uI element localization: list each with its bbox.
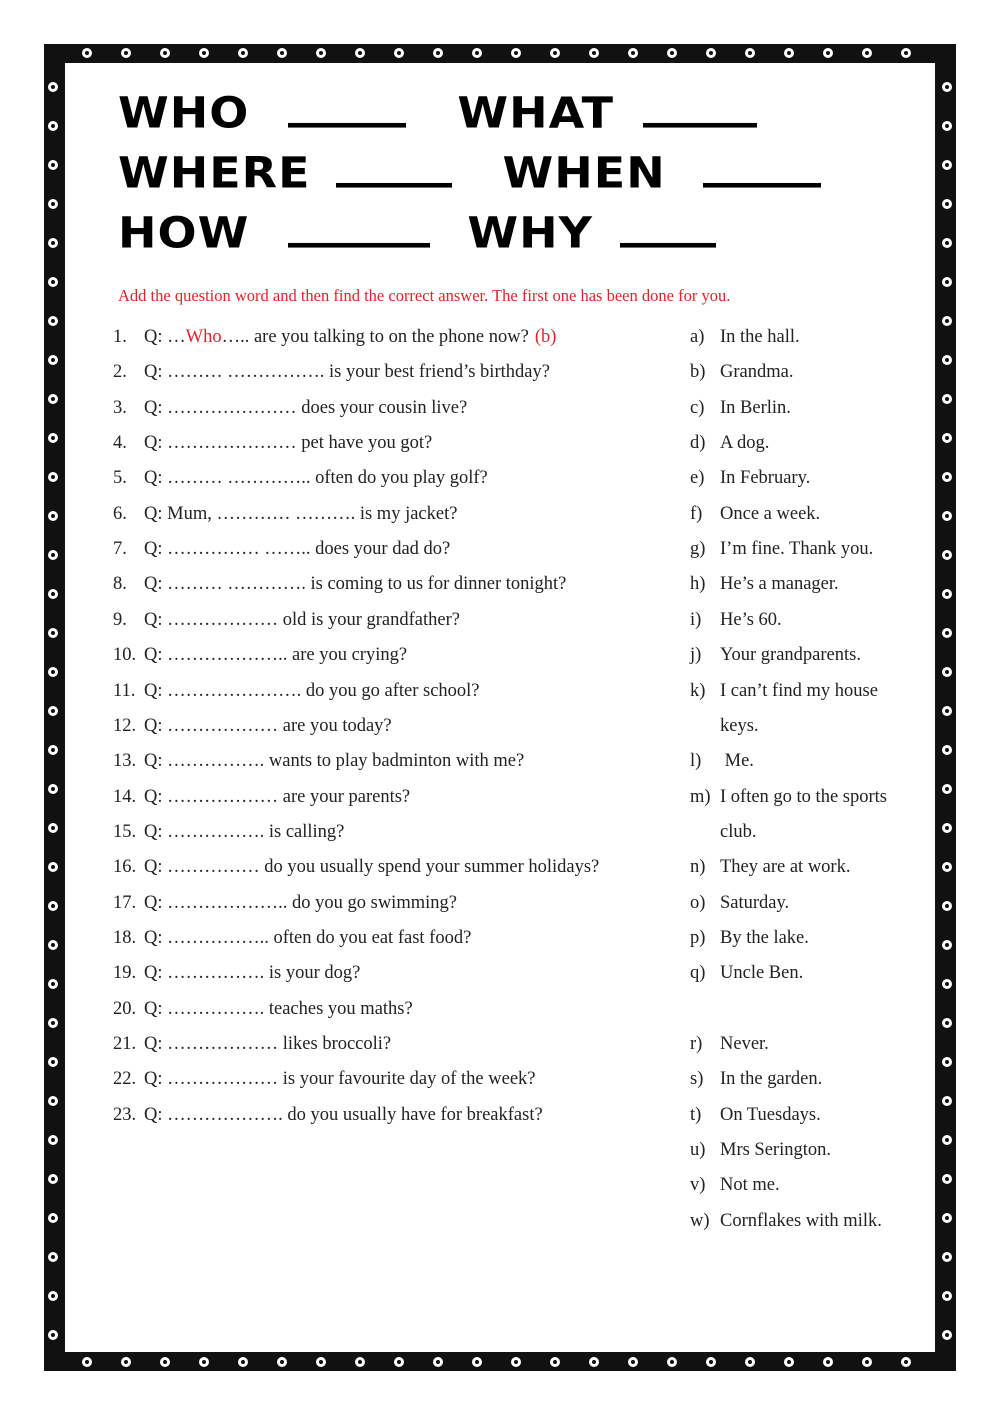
question-item: [113, 787, 410, 808]
answer-item: [690, 963, 803, 984]
question-item: [113, 539, 450, 560]
border-flower-icon: [940, 1016, 954, 1030]
answer-letter: f): [690, 504, 703, 524]
answer-item: [690, 787, 887, 808]
question-text: Q: ………………. do you usually have for breakfast?: [144, 1105, 543, 1125]
question-item: [113, 751, 524, 772]
border-flower-icon: [46, 275, 60, 289]
title-word-how: HOW: [118, 208, 250, 258]
answer-text: Never.: [720, 1034, 769, 1054]
answer-item: [690, 433, 769, 454]
border-flower-icon: [940, 977, 954, 991]
answer-item: [690, 362, 793, 383]
border-flower-icon: [46, 1211, 60, 1225]
border-flower-icon: [236, 1355, 250, 1369]
border-flower-icon: [940, 899, 954, 913]
border-flower-icon: [392, 1355, 406, 1369]
border-flower-icon: [46, 938, 60, 952]
answer-letter: q): [690, 963, 706, 983]
border-flower-icon: [940, 548, 954, 562]
border-flower-icon: [46, 470, 60, 484]
border-flower-icon: [46, 197, 60, 211]
border-flower-icon: [940, 470, 954, 484]
question-number: 5.: [113, 468, 127, 488]
answer-text: Not me.: [720, 1175, 780, 1195]
border-flower-icon: [940, 80, 954, 94]
question-number: 7.: [113, 539, 127, 559]
answer-text: Grandma.: [720, 362, 794, 382]
question-text: Q: ……………. teaches you maths?: [144, 999, 413, 1019]
example-match: (b): [534, 327, 557, 347]
border-flower-icon: [860, 1355, 874, 1369]
border-flower-icon: [782, 1355, 796, 1369]
border-flower-icon: [940, 1250, 954, 1264]
border-flower-icon: [275, 46, 289, 60]
question-item: [113, 398, 467, 419]
answer-item: [690, 1140, 831, 1161]
question-text: Q: ……………. is calling?: [144, 822, 345, 842]
question-item: [113, 857, 599, 878]
border-flower-icon: [548, 1355, 562, 1369]
border-flower-icon: [940, 938, 954, 952]
question-number: 23.: [113, 1105, 137, 1125]
border-flower-icon: [704, 46, 718, 60]
border-flower-icon: [353, 46, 367, 60]
question-text: Q: ……………… are you today?: [144, 716, 392, 736]
question-text: ….. are you talking to on the phone now?: [221, 327, 529, 347]
border-flower-icon: [119, 46, 133, 60]
border-flower-icon: [940, 1172, 954, 1186]
border-flower-icon: [46, 1133, 60, 1147]
answer-text: In the hall.: [720, 327, 800, 347]
question-number: 1.: [113, 327, 127, 347]
border-flower-icon: [704, 1355, 718, 1369]
question-text: Q: ………………… pet have you got?: [144, 433, 433, 453]
question-text: Q: Mum, ………… ………. is my jacket?: [144, 504, 458, 524]
question-number: 17.: [113, 893, 137, 913]
border-flower-icon: [46, 353, 60, 367]
answer-item: [690, 327, 800, 348]
border-flower-icon: [46, 587, 60, 601]
border-flower-icon: [940, 821, 954, 835]
border-flower-icon: [940, 626, 954, 640]
question-text: Q: ……………… likes broccoli?: [144, 1034, 392, 1054]
border-flower-icon: [46, 509, 60, 523]
border-flower-icon: [821, 46, 835, 60]
border-flower-icon: [353, 1355, 367, 1369]
border-flower-icon: [665, 1355, 679, 1369]
question-item: [113, 1034, 391, 1055]
border-flower-icon: [940, 197, 954, 211]
question-number: 8.: [113, 574, 127, 594]
border-flower-icon: [314, 1355, 328, 1369]
title-word-when: WHEN: [502, 148, 666, 198]
border-flower-icon: [470, 1355, 484, 1369]
border-flower-icon: [46, 1172, 60, 1186]
border-flower-icon: [940, 236, 954, 250]
border-flower-icon: [940, 119, 954, 133]
border-flower-icon: [899, 46, 913, 60]
border-flower-icon: [509, 1355, 523, 1369]
question-number: 4.: [113, 433, 127, 453]
answer-text: Uncle Ben.: [720, 963, 804, 983]
answer-text: He’s a manager.: [720, 574, 839, 594]
answer-item: [690, 893, 789, 914]
border-flower-icon: [940, 1211, 954, 1225]
answer-item: [690, 1105, 821, 1126]
answer-text: Me.: [720, 751, 754, 771]
question-text: Q: ……… …………. is coming to us for dinner tonight?: [144, 574, 567, 594]
answer-letter: c): [690, 398, 705, 418]
answer-text: I can’t find my house: [720, 681, 878, 701]
border-flower-icon: [431, 1355, 445, 1369]
border-flower-icon: [314, 46, 328, 60]
answer-text: In February.: [720, 468, 811, 488]
border-flower-icon: [940, 587, 954, 601]
question-item: [113, 681, 480, 702]
border-flower-icon: [46, 899, 60, 913]
question-number: 14.: [113, 787, 137, 807]
border-flower-icon: [46, 236, 60, 250]
answer-item: [690, 574, 839, 595]
title-blank: [643, 94, 757, 128]
question-text: Q: ……………. wants to play badminton with me?: [144, 751, 525, 771]
border-flower-icon: [80, 1355, 94, 1369]
answer-letter: k): [690, 681, 706, 701]
answer-text: A dog.: [720, 433, 770, 453]
question-item: [113, 716, 392, 737]
border-flower-icon: [46, 119, 60, 133]
border-flower-icon: [46, 665, 60, 679]
question-item: [113, 504, 457, 525]
border-flower-icon: [46, 860, 60, 874]
border-flower-icon: [46, 704, 60, 718]
answer-text: Saturday.: [720, 893, 790, 913]
border-flower-icon: [940, 860, 954, 874]
border-flower-icon: [431, 46, 445, 60]
answer-letter: e): [690, 468, 705, 488]
title-word-why: WHY: [467, 208, 593, 258]
question-text: Q: ……………. is your dog?: [144, 963, 361, 983]
answer-item: [690, 1069, 822, 1090]
question-item: [113, 999, 413, 1020]
answer-text: Cornflakes with milk.: [720, 1211, 882, 1231]
border-flower-icon: [46, 548, 60, 562]
question-item: [113, 327, 556, 348]
answer-letter: w): [690, 1211, 710, 1231]
border-flower-icon: [940, 314, 954, 328]
border-flower-icon: [940, 743, 954, 757]
title-blank: [288, 214, 430, 248]
question-number: 12.: [113, 716, 137, 736]
answer-text: club.: [720, 822, 757, 842]
border-flower-icon: [940, 704, 954, 718]
example-answer-word: Who: [185, 327, 222, 347]
border-flower-icon: [392, 46, 406, 60]
border-flower-icon: [821, 1355, 835, 1369]
question-item: [113, 1069, 536, 1090]
question-item: [113, 893, 457, 914]
question-number: 16.: [113, 857, 137, 877]
border-flower-icon: [743, 1355, 757, 1369]
question-number: 21.: [113, 1034, 137, 1054]
border-flower-icon: [275, 1355, 289, 1369]
border-flower-icon: [940, 392, 954, 406]
title-word-where: WHERE: [118, 148, 311, 198]
answer-letter: d): [690, 433, 706, 453]
answer-letter: o): [690, 893, 706, 913]
answer-letter: s): [690, 1069, 704, 1089]
border-flower-icon: [46, 1328, 60, 1342]
question-text: Q: ……………….. are you crying?: [144, 645, 408, 665]
answer-letter: m): [690, 787, 711, 807]
question-text: Q: …………………. do you go after school?: [144, 681, 480, 701]
answer-text: In Berlin.: [720, 398, 791, 418]
border-flower-icon: [940, 431, 954, 445]
answer-text: Your grandparents.: [720, 645, 861, 665]
question-text: Q: ……… ……………. is your best friend’s birthday?: [144, 362, 550, 382]
border-flower-icon: [940, 509, 954, 523]
answer-item: [690, 468, 810, 489]
question-number: 9.: [113, 610, 127, 630]
answer-item: [690, 398, 791, 419]
title-row-2: [118, 148, 821, 198]
question-item: [113, 928, 471, 949]
title-blank: [703, 154, 821, 188]
title-blank: [288, 94, 406, 128]
border-flower-icon: [782, 46, 796, 60]
answer-text: Once a week.: [720, 504, 821, 524]
question-item: [113, 468, 488, 489]
answer-text: keys.: [720, 716, 759, 736]
title-blank: [620, 214, 716, 248]
question-number: 19.: [113, 963, 137, 983]
answer-letter: n): [690, 857, 706, 877]
question-text: Q: ……………….. do you go swimming?: [144, 893, 457, 913]
title-row-1: [118, 88, 757, 138]
question-text: Q: …………… …….. does your dad do?: [144, 539, 451, 559]
answer-text: By the lake.: [720, 928, 809, 948]
answer-item: [690, 751, 754, 772]
border-flower-icon: [46, 1094, 60, 1108]
question-item: [113, 610, 460, 631]
answer-item: [690, 1211, 882, 1232]
answer-text: I’m fine. Thank you.: [720, 539, 874, 559]
answer-item: [690, 1175, 780, 1196]
border-flower-icon: [899, 1355, 913, 1369]
question-text: Q: ……… ………….. often do you play golf?: [144, 468, 488, 488]
instructions: Add the question word and then find the correct answer. The first one has been done for you.: [118, 286, 731, 305]
answer-text: I often go to the sports: [720, 787, 887, 807]
answer-text-continuation: [690, 822, 756, 843]
border-flower-icon: [940, 353, 954, 367]
answer-item: [690, 610, 782, 631]
answer-letter: v): [690, 1175, 706, 1195]
question-text: Q: ………………… does your cousin live?: [144, 398, 468, 418]
question-number: 20.: [113, 999, 137, 1019]
border-flower-icon: [46, 1289, 60, 1303]
question-item: [113, 1105, 543, 1126]
question-number: 15.: [113, 822, 137, 842]
question-text: Q: ……………… is your favourite day of the week?: [144, 1069, 536, 1089]
border-flower-icon: [119, 1355, 133, 1369]
border-flower-icon: [940, 275, 954, 289]
border-flower-icon: [940, 1055, 954, 1069]
answer-text-continuation: [690, 716, 759, 737]
answer-item: [690, 539, 873, 560]
question-item: [113, 822, 344, 843]
question-number: 11.: [113, 681, 136, 701]
answer-letter: g): [690, 539, 706, 559]
border-flower-icon: [940, 1094, 954, 1108]
answer-text: He’s 60.: [720, 610, 782, 630]
answer-letter: a): [690, 327, 705, 347]
question-item: [113, 362, 550, 383]
border-flower-icon: [46, 1016, 60, 1030]
answer-item: [690, 645, 861, 666]
question-item: [113, 574, 566, 595]
border-flower-icon: [587, 1355, 601, 1369]
question-text: Q: ……………… are your parents?: [144, 787, 411, 807]
border-flower-icon: [587, 46, 601, 60]
answer-letter: i): [690, 610, 702, 630]
border-flower-icon: [46, 1250, 60, 1264]
question-number: 6.: [113, 504, 127, 524]
border-flower-icon: [236, 46, 250, 60]
question-text: Q: ……………… old is your grandfather?: [144, 610, 460, 630]
border-flower-icon: [46, 626, 60, 640]
title-blank: [336, 154, 452, 188]
border-flower-icon: [46, 782, 60, 796]
border-flower-icon: [197, 1355, 211, 1369]
answer-item: [690, 1034, 769, 1055]
answer-letter: l): [690, 751, 702, 771]
question-text: Q: …………….. often do you eat fast food?: [144, 928, 472, 948]
question-number: 22.: [113, 1069, 137, 1089]
border-flower-icon: [46, 743, 60, 757]
answer-text: They are at work.: [720, 857, 851, 877]
question-number: 10.: [113, 645, 137, 665]
border-flower-icon: [46, 80, 60, 94]
border-flower-icon: [626, 46, 640, 60]
border-flower-icon: [197, 46, 211, 60]
border-flower-icon: [665, 46, 679, 60]
border-flower-icon: [743, 46, 757, 60]
answer-letter: b): [690, 362, 706, 382]
border-flower-icon: [80, 46, 94, 60]
border-flower-icon: [548, 46, 562, 60]
answer-item: [690, 928, 809, 949]
answer-letter: p): [690, 928, 706, 948]
border-flower-icon: [158, 46, 172, 60]
answer-item: [690, 681, 878, 702]
question-item: [113, 433, 432, 454]
answer-text: In the garden.: [720, 1069, 823, 1089]
title-word-who: WHO: [118, 88, 250, 138]
question-item: [113, 963, 360, 984]
answer-letter: j): [690, 645, 702, 665]
border-flower-icon: [509, 46, 523, 60]
border-flower-icon: [626, 1355, 640, 1369]
border-flower-icon: [940, 158, 954, 172]
title-row-3: [118, 208, 716, 258]
question-number: 13.: [113, 751, 137, 771]
answer-text: On Tuesdays.: [720, 1105, 821, 1125]
border-flower-icon: [940, 1289, 954, 1303]
border-flower-icon: [46, 431, 60, 445]
question-number: 2.: [113, 362, 127, 382]
border-flower-icon: [860, 46, 874, 60]
answer-item: [690, 504, 820, 525]
border-flower-icon: [940, 665, 954, 679]
answer-text: Mrs Serington.: [720, 1140, 831, 1160]
border-flower-icon: [940, 782, 954, 796]
answer-item: [690, 857, 850, 878]
border-flower-icon: [46, 977, 60, 991]
border-flower-icon: [46, 1055, 60, 1069]
border-flower-icon: [46, 314, 60, 328]
question-text: Q: …………… do you usually spend your summer holidays?: [144, 857, 600, 877]
border-flower-icon: [158, 1355, 172, 1369]
answer-letter: t): [690, 1105, 702, 1125]
question-number: 3.: [113, 398, 127, 418]
border-flower-icon: [46, 392, 60, 406]
border-flower-icon: [46, 821, 60, 835]
border-flower-icon: [940, 1328, 954, 1342]
border-flower-icon: [46, 158, 60, 172]
border-flower-icon: [470, 46, 484, 60]
border-flower-icon: [940, 1133, 954, 1147]
question-number: 18.: [113, 928, 137, 948]
title-word-what: WHAT: [457, 88, 615, 138]
answer-letter: u): [690, 1140, 706, 1160]
question-text: Q: …: [144, 327, 186, 347]
answer-letter: h): [690, 574, 706, 594]
answer-letter: r): [690, 1034, 703, 1054]
question-item: [113, 645, 407, 666]
